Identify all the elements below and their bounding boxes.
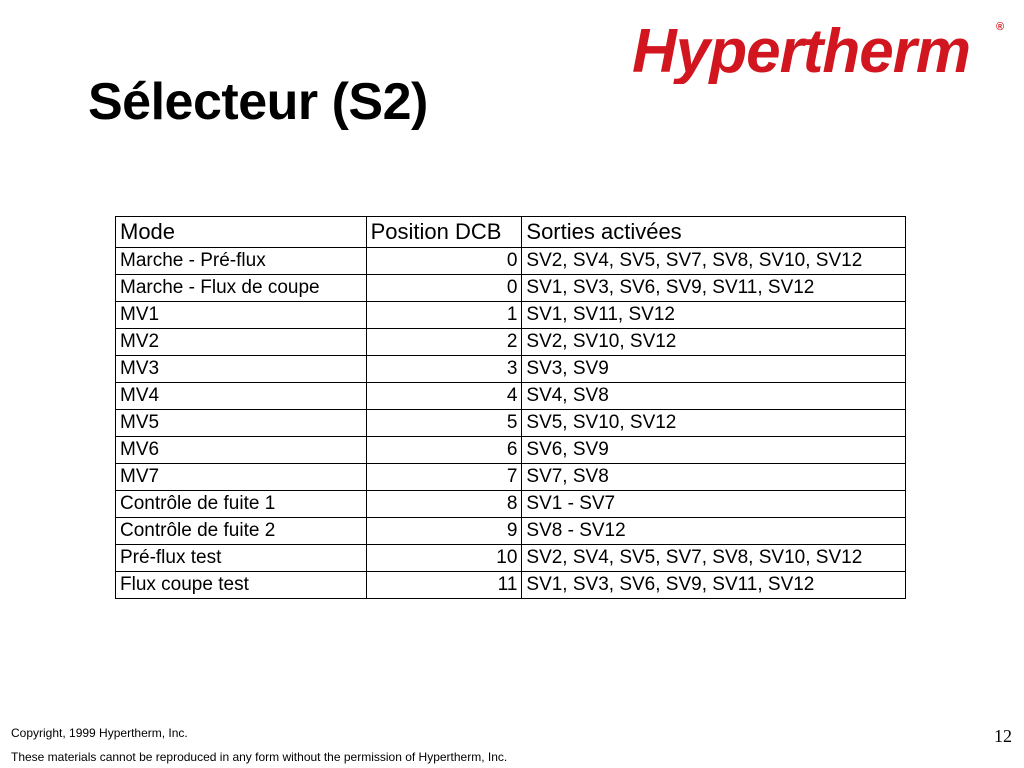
- cell-outputs: SV4, SV8: [522, 383, 906, 410]
- header-mode: Mode: [116, 217, 367, 248]
- table-row: [116, 275, 906, 302]
- cell-outputs: SV5, SV10, SV12: [522, 410, 906, 437]
- header-position: Position DCB: [366, 217, 522, 248]
- footer-notice: These materials cannot be reproduced in any form without the permission of Hypertherm, Inc.: [11, 750, 508, 764]
- cell-outputs: SV1, SV3, SV6, SV9, SV11, SV12: [522, 572, 906, 599]
- cell-position: 5: [366, 410, 522, 437]
- table-row: [116, 302, 906, 329]
- cell-mode: MV3: [116, 356, 367, 383]
- cell-position: 6: [366, 437, 522, 464]
- cell-mode: Contrôle de fuite 2: [116, 518, 367, 545]
- table-row: [116, 383, 906, 410]
- table-row: [116, 464, 906, 491]
- cell-position: 11: [366, 572, 522, 599]
- cell-position: 2: [366, 329, 522, 356]
- cell-outputs: SV1 - SV7: [522, 491, 906, 518]
- cell-outputs: SV3, SV9: [522, 356, 906, 383]
- footer-copyright: Copyright, 1999 Hypertherm, Inc.: [11, 726, 188, 740]
- cell-mode: Pré-flux test: [116, 545, 367, 572]
- table-row: [116, 545, 906, 572]
- cell-outputs: SV7, SV8: [522, 464, 906, 491]
- table-row: [116, 410, 906, 437]
- registered-mark: ®: [996, 21, 1005, 33]
- table-row: [116, 437, 906, 464]
- cell-position: 9: [366, 518, 522, 545]
- cell-mode: MV6: [116, 437, 367, 464]
- cell-outputs: SV2, SV4, SV5, SV7, SV8, SV10, SV12: [522, 248, 906, 275]
- selector-table: [115, 216, 906, 599]
- header-outputs: Sorties activées: [522, 217, 906, 248]
- cell-outputs: SV2, SV10, SV12: [522, 329, 906, 356]
- cell-mode: Marche - Flux de coupe: [116, 275, 367, 302]
- hypertherm-logo: [630, 8, 1010, 84]
- cell-position: 4: [366, 383, 522, 410]
- table-row: [116, 329, 906, 356]
- cell-outputs: SV8 - SV12: [522, 518, 906, 545]
- cell-mode: MV7: [116, 464, 367, 491]
- cell-position: 1: [366, 302, 522, 329]
- cell-position: 3: [366, 356, 522, 383]
- cell-mode: MV1: [116, 302, 367, 329]
- cell-position: 10: [366, 545, 522, 572]
- table-row: [116, 491, 906, 518]
- table-row: [116, 572, 906, 599]
- cell-mode: MV4: [116, 383, 367, 410]
- cell-outputs: SV6, SV9: [522, 437, 906, 464]
- table-row: [116, 356, 906, 383]
- cell-mode: Contrôle de fuite 1: [116, 491, 367, 518]
- logo-wordmark: Hypertherm: [632, 17, 970, 84]
- cell-position: 8: [366, 491, 522, 518]
- cell-mode: Marche - Pré-flux: [116, 248, 367, 275]
- page-title: Sélecteur (S2): [88, 73, 428, 131]
- cell-position: 0: [366, 248, 522, 275]
- cell-mode: Flux coupe test: [116, 572, 367, 599]
- cell-outputs: SV1, SV11, SV12: [522, 302, 906, 329]
- cell-position: 0: [366, 275, 522, 302]
- table-header-row: [116, 217, 906, 248]
- page-number: 12: [994, 726, 1012, 746]
- table-row: [116, 518, 906, 545]
- cell-position: 7: [366, 464, 522, 491]
- cell-mode: MV2: [116, 329, 367, 356]
- table-row: [116, 248, 906, 275]
- cell-outputs: SV1, SV3, SV6, SV9, SV11, SV12: [522, 275, 906, 302]
- cell-outputs: SV2, SV4, SV5, SV7, SV8, SV10, SV12: [522, 545, 906, 572]
- cell-mode: MV5: [116, 410, 367, 437]
